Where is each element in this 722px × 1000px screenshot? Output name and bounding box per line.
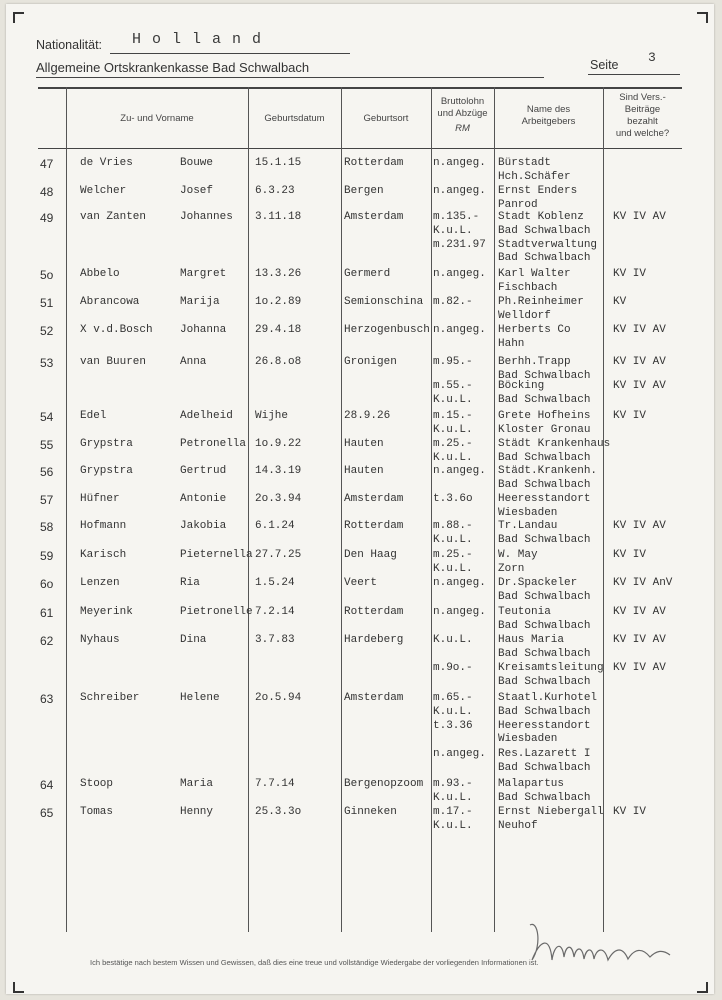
contributions-cell: KV IV — [613, 410, 647, 422]
first-name-cell: Maria — [180, 778, 214, 790]
column-divider — [431, 87, 432, 932]
birthdate-cell: 7.7.14 — [255, 778, 295, 790]
nationality-underline — [110, 53, 350, 54]
employer-cell: Res.Lazarett I — [498, 748, 591, 760]
birthdate-cell: 1o.2.89 — [255, 296, 302, 308]
surname-cell: Edel — [80, 410, 107, 422]
wage-cell: m.95.- — [433, 356, 473, 368]
column-header-birthdate: Geburtsdatum — [264, 113, 325, 124]
row-number: 6o — [40, 577, 54, 591]
employer-cell: W. May — [498, 549, 538, 561]
row-number: 63 — [40, 692, 54, 706]
employer-cell: Bad Schwalbach — [498, 647, 591, 660]
birthplace-cell: Veert — [344, 577, 378, 589]
wage-cell: K.u.L. — [433, 819, 473, 832]
birthplace-cell: Bergen — [344, 185, 384, 197]
birthplace-cell: Hauten — [344, 465, 384, 477]
employer-cell: Ernst Niebergall — [498, 806, 604, 818]
birthdate-cell: Wijhe — [255, 410, 289, 422]
contributions-cell: KV IV AV — [613, 324, 666, 336]
employer-cell: Bad Schwalbach — [498, 619, 591, 632]
wage-cell: m.93.- — [433, 778, 473, 790]
surname-cell: Abrancowa — [80, 296, 140, 308]
contributions-cell: KV IV AV — [613, 634, 666, 646]
birthplace-cell: 28.9.26 — [344, 410, 391, 422]
employer-cell: Staatl.Kurhotel — [498, 692, 598, 704]
surname-cell: Grypstra — [80, 438, 133, 450]
column-header-employer — [494, 104, 603, 128]
first-name-cell: Helene — [180, 692, 220, 704]
employer-cell: Bad Schwalbach — [498, 761, 591, 774]
employer-cell: Haus Maria — [498, 634, 565, 646]
wage-cell: n.angeg. — [433, 465, 486, 477]
row-number: 49 — [40, 211, 54, 225]
employer-cell: Hch.Schäfer — [498, 170, 571, 183]
row-number: 58 — [40, 520, 54, 534]
row-number: 59 — [40, 549, 54, 563]
employer-cell: Bad Schwalbach — [498, 533, 591, 546]
wage-cell: m.135.- — [433, 211, 480, 223]
column-header-birthplace: Geburtsort — [363, 113, 409, 124]
first-name-cell: Bouwe — [180, 157, 214, 169]
employer-cell: Kloster Gronau — [498, 423, 591, 436]
row-number: 61 — [40, 606, 54, 620]
wage-cell: m.15.- — [433, 410, 473, 422]
column-header-contributions — [603, 92, 682, 140]
first-name-cell: Dina — [180, 634, 207, 646]
first-name-cell: Anna — [180, 356, 207, 368]
birthdate-cell: 1.5.24 — [255, 577, 295, 589]
birthplace-cell: Hauten — [344, 438, 384, 450]
birthplace-cell: Hardeberg — [344, 634, 404, 646]
surname-cell: Tomas — [80, 806, 114, 818]
wage-cell: m.17.- — [433, 806, 473, 818]
wage-cell: m.65.- — [433, 692, 473, 704]
wage-cell: K.u.L. — [433, 224, 473, 237]
column-header-name: Zu- und Vorname — [120, 113, 194, 124]
contrib-header-line: und welche? — [615, 128, 670, 139]
employer-cell: Stadt Koblenz — [498, 211, 584, 223]
contributions-cell: KV IV — [613, 549, 647, 561]
birthdate-cell: 6.1.24 — [255, 520, 295, 532]
surname-cell: Schreiber — [80, 692, 140, 704]
row-number: 52 — [40, 324, 54, 338]
wage-cell: m.55.- — [433, 380, 473, 392]
employer-cell: Teutonia — [498, 606, 551, 618]
birthplace-cell: Rotterdam — [344, 606, 404, 618]
birthplace-cell: Bergenopzoom — [344, 778, 424, 790]
page-label: Seite — [590, 58, 619, 72]
surname-cell: Karisch — [80, 549, 127, 561]
wage-header-line: Bruttolohn — [440, 96, 485, 107]
row-number: 55 — [40, 438, 54, 452]
row-number: 53 — [40, 356, 54, 370]
birthdate-cell: 14.3.19 — [255, 465, 302, 477]
employer-header-line: Arbeitgebers — [521, 116, 576, 127]
contrib-header-line: Beiträge — [624, 104, 661, 115]
employer-cell: Bad Schwalbach — [498, 393, 591, 406]
row-number: 48 — [40, 185, 54, 199]
birthdate-cell: 15.1.15 — [255, 157, 302, 169]
page-number: 3 — [648, 50, 656, 65]
corner-mark — [13, 12, 24, 23]
row-number: 51 — [40, 296, 54, 310]
employer-cell: Fischbach — [498, 281, 558, 294]
surname-cell: Hofmann — [80, 520, 127, 532]
wage-cell: m.9o.- — [433, 662, 473, 674]
employer-cell: Bad Schwalbach — [498, 369, 591, 382]
wage-cell: t.3.6o — [433, 493, 473, 505]
employer-cell: Ph.Reinheimer — [498, 296, 584, 308]
surname-cell: Hüfner — [80, 493, 120, 505]
birthdate-cell: 3.7.83 — [255, 634, 295, 646]
wage-cell: n.angeg. — [433, 268, 486, 280]
birthdate-cell: 2o.5.94 — [255, 692, 302, 704]
birthplace-cell: Rotterdam — [344, 520, 404, 532]
birthdate-cell: 25.3.3o — [255, 806, 302, 818]
wage-cell: m.231.97 — [433, 238, 486, 251]
birthplace-cell: Germerd — [344, 268, 391, 280]
wage-cell: K.u.L. — [433, 533, 473, 546]
column-header-wage — [431, 96, 494, 135]
wage-cell: m.25.- — [433, 549, 473, 561]
first-name-cell: Johannes — [180, 211, 233, 223]
birthdate-cell: 27.7.25 — [255, 549, 302, 561]
wage-cell: t.3.36 — [433, 719, 473, 732]
employer-cell: Bad Schwalbach — [498, 675, 591, 688]
wage-cell: K.u.L. — [433, 791, 473, 804]
employer-cell: Bad Schwalbach — [498, 224, 591, 237]
birthplace-cell: Den Haag — [344, 549, 397, 561]
wage-cell: m.82.- — [433, 296, 473, 308]
row-number: 65 — [40, 806, 54, 820]
contributions-cell: KV — [613, 296, 627, 308]
employer-cell: Wiesbaden — [498, 506, 558, 519]
insurer-underline — [36, 77, 544, 78]
wage-cell: n.angeg. — [433, 577, 486, 589]
employer-cell: Panrod — [498, 198, 538, 211]
wage-cell: n.angeg. — [433, 185, 486, 197]
birthplace-cell: Amsterdam — [344, 211, 404, 223]
contributions-cell: KV IV AV — [613, 211, 666, 223]
page-underline — [588, 74, 680, 75]
first-name-cell: Adelheid — [180, 410, 233, 422]
contributions-cell: KV IV AV — [613, 520, 666, 532]
wage-header-line: und Abzüge — [437, 108, 488, 119]
row-number: 47 — [40, 157, 54, 171]
birthdate-cell: 3.11.18 — [255, 211, 302, 223]
employer-cell: Kreisamtsleitung — [498, 662, 604, 674]
first-name-cell: Gertrud — [180, 465, 227, 477]
certification-text: Ich bestätige nach bestem Wissen und Gewissen, daß dies eine treue und vollständige Wiedergabe der vorliegenden Informationen ist. — [90, 958, 539, 967]
employer-cell: Karl Walter — [498, 268, 571, 280]
employer-cell: Bad Schwalbach — [498, 705, 591, 718]
wage-cell: n.angeg. — [433, 606, 486, 618]
employer-cell: Heeresstandort — [498, 719, 591, 732]
first-name-cell: Margret — [180, 268, 227, 280]
birthplace-cell: Gronigen — [344, 356, 397, 368]
employer-cell: Stadtverwaltung — [498, 238, 598, 251]
birthdate-cell: 13.3.26 — [255, 268, 302, 280]
surname-cell: Nyhaus — [80, 634, 120, 646]
birthdate-cell: 6.3.23 — [255, 185, 295, 197]
wage-cell: K.u.L. — [433, 634, 473, 646]
contributions-cell: KV IV — [613, 806, 647, 818]
birthdate-cell: 7.2.14 — [255, 606, 295, 618]
birthdate-cell: 29.4.18 — [255, 324, 302, 336]
row-number: 62 — [40, 634, 54, 648]
surname-cell: van Buuren — [80, 356, 147, 368]
birthdate-cell: 26.8.o8 — [255, 356, 302, 368]
wage-header-line: RM — [455, 123, 470, 134]
signature — [510, 905, 680, 975]
nationality-value: H o l l a n d — [132, 31, 263, 48]
first-name-cell: Ria — [180, 577, 200, 589]
row-number: 57 — [40, 493, 54, 507]
column-divider — [248, 87, 249, 932]
table-header-border — [38, 148, 682, 149]
wage-cell: m.88.- — [433, 520, 473, 532]
row-number: 64 — [40, 778, 54, 792]
column-divider — [494, 87, 495, 932]
employer-header-line: Name des — [526, 104, 571, 115]
wage-cell: n.angeg. — [433, 324, 486, 336]
employer-cell: Malapartus — [498, 778, 565, 790]
employer-cell: Wiesbaden — [498, 733, 558, 746]
wage-cell: K.u.L. — [433, 562, 473, 575]
birthplace-cell: Herzogenbusch — [344, 324, 430, 336]
insurer-name: Allgemeine Ortskrankenkasse Bad Schwalbach — [36, 60, 310, 75]
wage-cell: K.u.L. — [433, 423, 473, 436]
wage-cell: K.u.L. — [433, 705, 473, 718]
row-number: 5o — [40, 268, 54, 282]
contrib-header-line: Sind Vers.- — [619, 92, 666, 103]
birthplace-cell: Rotterdam — [344, 157, 404, 169]
contrib-header-line: bezahlt — [627, 116, 658, 127]
surname-cell: Lenzen — [80, 577, 120, 589]
surname-cell: Meyerink — [80, 606, 133, 618]
surname-cell: Welcher — [80, 185, 127, 197]
employer-cell: Hahn — [498, 337, 525, 350]
wage-cell: n.angeg. — [433, 748, 486, 760]
employer-cell: Tr.Landau — [498, 520, 558, 532]
corner-mark — [697, 12, 708, 23]
surname-cell: de Vries — [80, 157, 133, 169]
contributions-cell: KV IV AV — [613, 662, 666, 674]
wage-cell: n.angeg. — [433, 157, 486, 169]
contributions-cell: KV IV AV — [613, 380, 666, 392]
employer-cell: Bürstadt — [498, 157, 551, 169]
surname-cell: Stoop — [80, 778, 114, 790]
corner-mark — [13, 982, 24, 993]
employer-cell: Städt.Krankenh. — [498, 465, 598, 477]
employer-cell: Neuhof — [498, 819, 538, 832]
contributions-cell: KV IV — [613, 268, 647, 280]
nationality-label: Nationalität: — [36, 38, 103, 52]
employer-cell: Berhh.Trapp — [498, 356, 571, 368]
birthplace-cell: Semionschina — [344, 296, 424, 308]
column-divider — [66, 87, 67, 932]
employer-cell: Böcking — [498, 380, 545, 392]
wage-cell: m.25.- — [433, 438, 473, 450]
employer-cell: Dr.Spackeler — [498, 577, 578, 589]
employer-cell: Bad Schwalbach — [498, 451, 591, 464]
first-name-cell: Antonie — [180, 493, 227, 505]
employer-cell: Ernst Enders — [498, 185, 578, 197]
employer-cell: Bad Schwalbach — [498, 791, 591, 804]
employer-cell: Städt Krankenhaus — [498, 438, 611, 450]
employer-cell: Herberts Co — [498, 324, 571, 336]
birthplace-cell: Ginneken — [344, 806, 397, 818]
employer-cell: Welldorf — [498, 309, 551, 322]
column-divider — [341, 87, 342, 932]
employer-cell: Grete Hofheins — [498, 410, 591, 422]
contributions-cell: KV IV AV — [613, 356, 666, 368]
birthplace-cell: Amsterdam — [344, 692, 404, 704]
employer-cell: Zorn — [498, 562, 525, 575]
corner-mark — [697, 982, 708, 993]
employer-cell: Bad Schwalbach — [498, 590, 591, 603]
first-name-cell: Jakobia — [180, 520, 227, 532]
surname-cell: Grypstra — [80, 465, 133, 477]
row-number: 54 — [40, 410, 54, 424]
contributions-cell: KV IV AV — [613, 606, 666, 618]
contributions-cell: KV IV AnV — [613, 577, 673, 589]
birthplace-cell: Amsterdam — [344, 493, 404, 505]
first-name-cell: Marija — [180, 296, 220, 308]
wage-cell: K.u.L. — [433, 393, 473, 406]
table-top-border — [38, 87, 682, 89]
first-name-cell: Johanna — [180, 324, 227, 336]
surname-cell: X v.d.Bosch — [80, 324, 153, 336]
first-name-cell: Pieternella — [180, 549, 253, 561]
row-number: 56 — [40, 465, 54, 479]
employer-cell: Heeresstandort — [498, 493, 591, 505]
first-name-cell: Henny — [180, 806, 214, 818]
birthdate-cell: 2o.3.94 — [255, 493, 302, 505]
wage-cell: K.u.L. — [433, 451, 473, 464]
first-name-cell: Petronella — [180, 438, 247, 450]
surname-cell: van Zanten — [80, 211, 147, 223]
first-name-cell: Josef — [180, 185, 214, 197]
birthdate-cell: 1o.9.22 — [255, 438, 302, 450]
employer-cell: Bad Schwalbach — [498, 478, 591, 491]
surname-cell: Abbelo — [80, 268, 120, 280]
first-name-cell: Pietronelle — [180, 606, 253, 618]
employer-cell: Bad Schwalbach — [498, 252, 591, 265]
